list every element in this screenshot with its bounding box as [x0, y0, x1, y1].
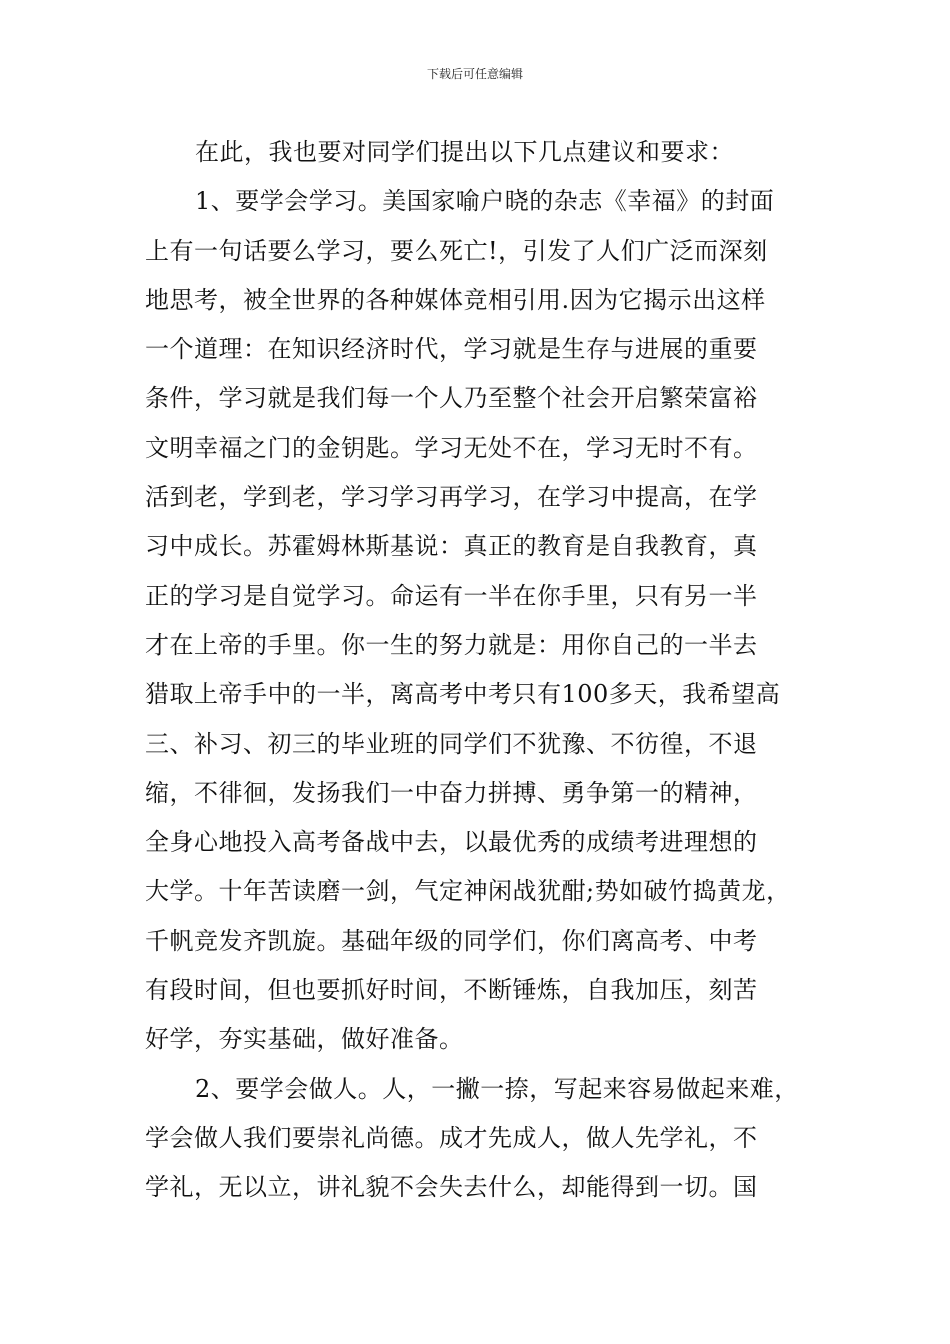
- paragraph-line: 才在上帝的手里。你一生的努力就是：用你自己的一半去: [145, 630, 758, 659]
- paragraph-line: 上有一句话要么学习，要么死亡!，引发了人们广泛而深刻: [145, 236, 768, 265]
- paragraph-line: 全身心地投入高考备战中去，以最优秀的成绩考进理想的: [145, 828, 758, 857]
- paragraph-line: 文明幸福之门的金钥匙。学习无处不在，学习无时不有。: [145, 433, 758, 462]
- paragraph-line: 千帆竞发齐凯旋。基础年级的同学们，你们离高考、中考: [145, 926, 758, 955]
- paragraph-line: 一个道理：在知识经济时代，学习就是生存与进展的重要: [145, 335, 758, 364]
- paragraph-line: 学会做人我们要崇礼尚德。成才先成人，做人先学礼，不: [145, 1123, 758, 1152]
- paragraph-line: 有段时间，但也要抓好时间，不断锤炼，自我加压，刻苦: [145, 976, 758, 1005]
- paragraph-line: 条件，学习就是我们每一个人乃至整个社会开启繁荣富裕: [145, 384, 758, 413]
- document-body: [145, 128, 810, 1213]
- paragraph-line: 好学，夯实基础，做好准备。: [145, 1025, 464, 1054]
- paragraph-line: 缩，不徘徊，发扬我们一中奋力拼搏、勇争第一的精神，: [145, 778, 758, 807]
- paragraph-line: 学礼，无以立，讲礼貌不会失去什么，却能得到一切。国: [145, 1173, 758, 1202]
- paragraph-line: 正的学习是自觉学习。命运有一半在你手里，只有另一半: [145, 581, 758, 610]
- page-header: 下载后可任意编辑: [426, 67, 523, 81]
- paragraph-line: 猎取上帝手中的一半，离高考中考只有100多天，我希望高: [145, 680, 781, 709]
- paragraph-line: 三、补习、初三的毕业班的同学们不犹豫、不彷徨，不退: [145, 729, 758, 758]
- paragraph-line: 2、要学会做人。人，一撇一捺，写起来容易做起来难，: [195, 1074, 799, 1103]
- paragraph-line: 活到老，学到老，学习学习再学习，在学习中提高，在学: [145, 483, 758, 512]
- paragraph-line: 习中成长。苏霍姆林斯基说：真正的教育是自我教育，真: [145, 532, 758, 561]
- paragraph-line: 在此，我也要对同学们提出以下几点建议和要求：: [195, 138, 734, 166]
- paragraph-line: 地思考，被全世界的各种媒体竞相引用.因为它揭示出这样: [145, 285, 766, 314]
- paragraph-line: 大学。十年苦读磨一剑，气定神闲战犹酣;势如破竹捣黄龙，: [145, 877, 791, 906]
- paragraph-line: 1、要学会学习。美国家喻户晓的杂志《幸福》的封面: [195, 187, 775, 216]
